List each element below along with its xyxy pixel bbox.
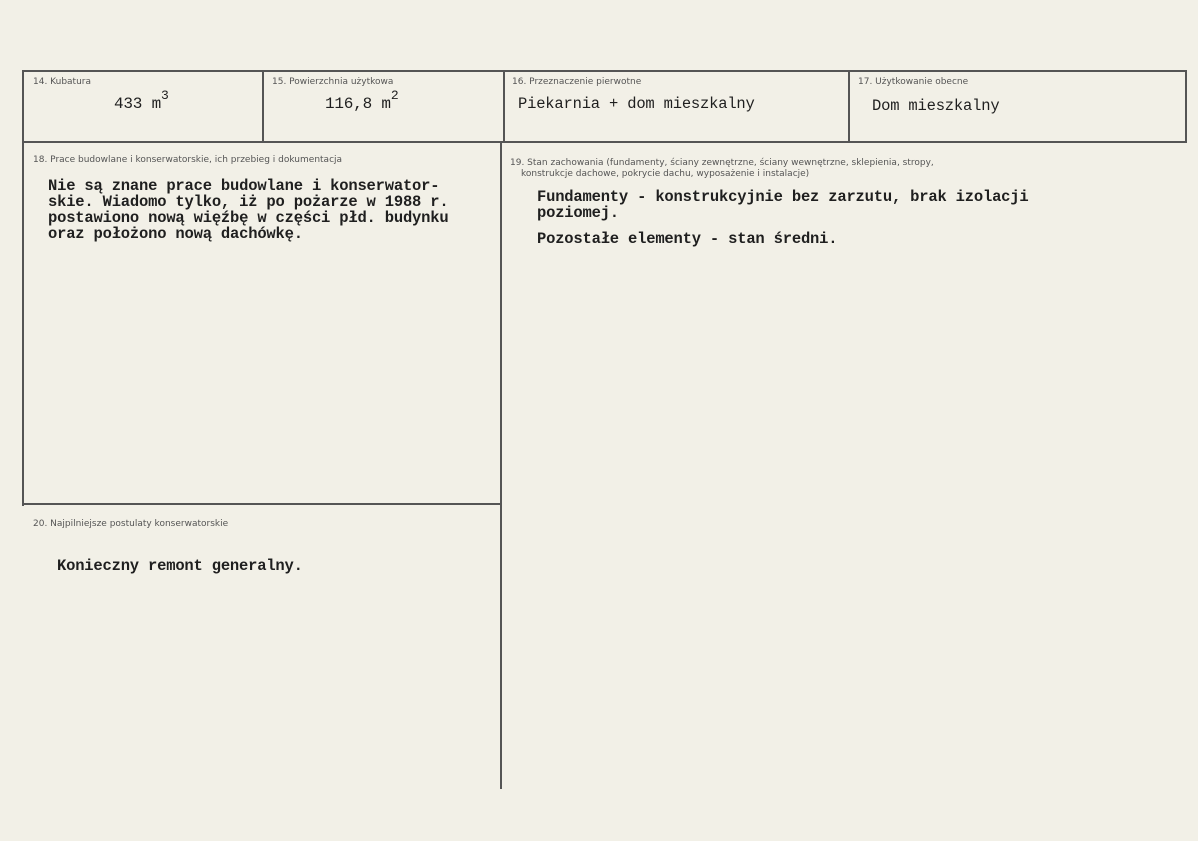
field-18-line-2: skie. Wiadomo tylko, iż po pożarze w 1988 r. bbox=[48, 193, 449, 211]
divider-15-16 bbox=[503, 70, 505, 143]
field-16-label: 16. Przeznaczenie pierwotne bbox=[512, 77, 642, 87]
field-15-superscript: 2 bbox=[390, 88, 399, 103]
field-15-value bbox=[325, 88, 399, 113]
row1-left-border bbox=[22, 70, 24, 143]
field-16-value: Piekarnia + dom mieszkalny bbox=[518, 95, 755, 113]
field-15-number: 116,8 m bbox=[325, 95, 391, 113]
row1-right-border bbox=[1185, 70, 1187, 143]
divider-16-17 bbox=[848, 70, 850, 143]
left-border-lower bbox=[22, 141, 24, 506]
field-19-label-line-1: 19. Stan zachowania (fundamenty, ściany zewnętrzne, ściany wewnętrzne, sklepienia, stropy, bbox=[510, 158, 934, 168]
field-14-number: 433 m bbox=[114, 95, 162, 113]
field-18-line-4: oraz położono nową dachówkę. bbox=[48, 225, 303, 243]
field-17-label: 17. Użytkowanie obecne bbox=[858, 77, 969, 87]
divider-14-15 bbox=[262, 70, 264, 143]
field-18-line-3: postawiono nową więźbę w części płd. budynku bbox=[48, 209, 449, 227]
field-14-value bbox=[114, 88, 169, 113]
field-19-line-2: poziomej. bbox=[537, 204, 619, 222]
field-19-label-line-2: konstrukcje dachowe, pokrycie dachu, wyposażenie i instalacje) bbox=[521, 169, 810, 179]
field-15-label: 15. Powierzchnia użytkowa bbox=[272, 77, 394, 87]
section18-bottom-border bbox=[22, 503, 501, 505]
field-14-superscript: 3 bbox=[161, 88, 169, 103]
field-17-value: Dom mieszkalny bbox=[872, 97, 1000, 115]
top-border bbox=[22, 70, 1186, 72]
field-19-line-1: Fundamenty - konstrukcyjnie bez zarzutu, brak izolacji bbox=[537, 188, 1029, 206]
main-vertical-divider bbox=[500, 141, 502, 789]
field-20-label: 20. Najpilniejsze postulaty konserwatorskie bbox=[33, 519, 229, 529]
row1-bottom-border bbox=[22, 141, 1186, 143]
field-18-line-1: Nie są znane prace budowlane i konserwator- bbox=[48, 177, 440, 195]
field-14-label: 14. Kubatura bbox=[33, 77, 92, 87]
field-18-label: 18. Prace budowlane i konserwatorskie, ich przebieg i dokumentacja bbox=[33, 155, 343, 165]
field-19-line-3: Pozostałe elementy - stan średni. bbox=[537, 230, 838, 248]
field-20-value: Konieczny remont generalny. bbox=[57, 557, 303, 575]
